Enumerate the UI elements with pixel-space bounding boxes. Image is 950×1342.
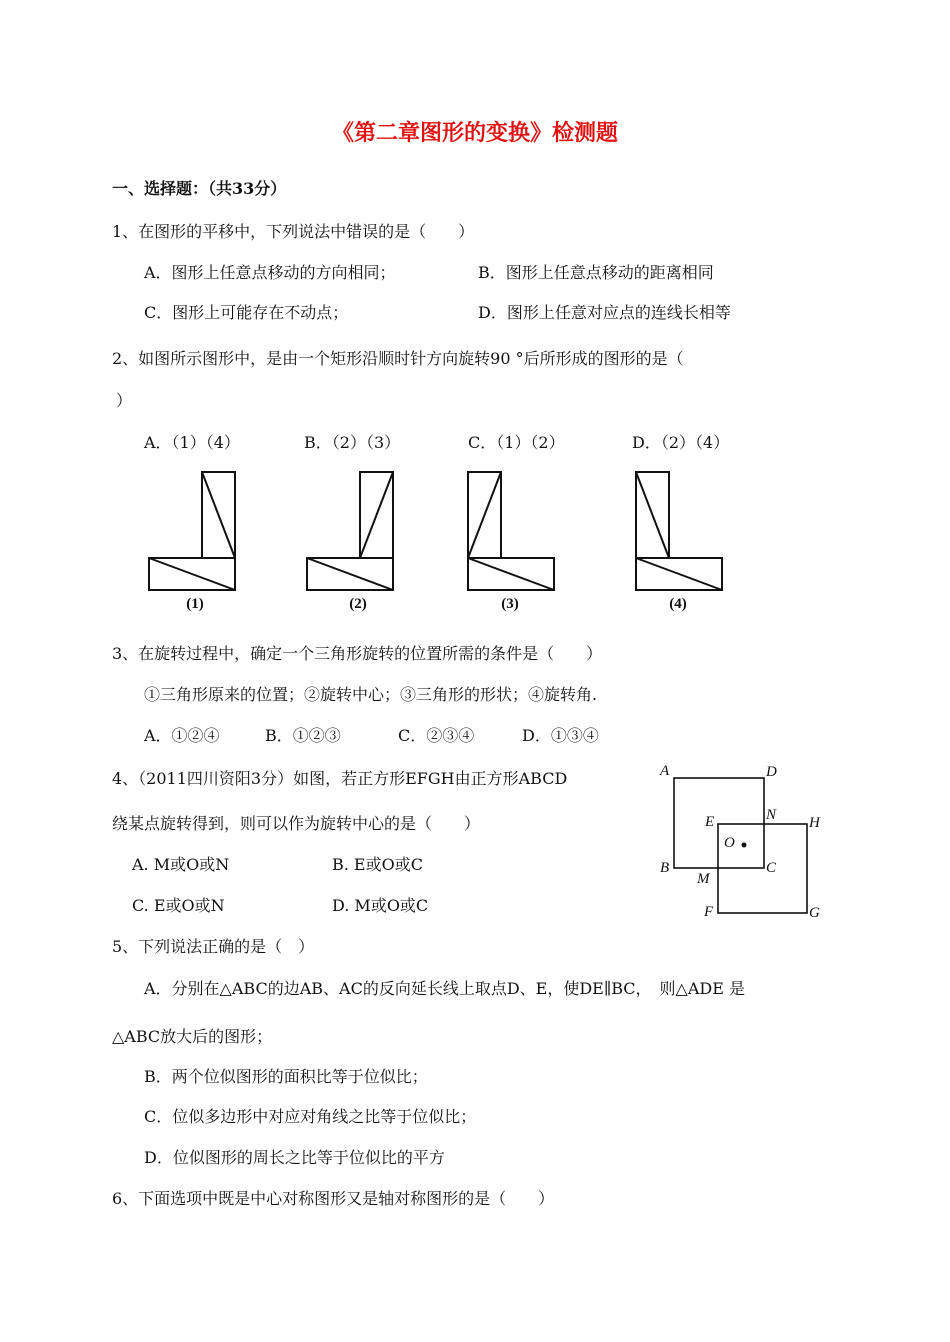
center-point-o xyxy=(742,843,747,848)
q3-stem: 3、在旋转过程中，确定一个三角形旋转的位置所需的条件是（ ） xyxy=(112,644,603,663)
q2-caption-1: (1) xyxy=(186,596,204,612)
q2-figure-1 xyxy=(145,468,240,594)
q4-label-b: B xyxy=(660,860,670,876)
q4-option-b: B. E或O或C xyxy=(332,855,423,874)
q4-label-f: F xyxy=(704,904,714,920)
q2-caption-3: (3) xyxy=(501,596,519,612)
q2-option-c: C．（1）（2） xyxy=(468,433,565,452)
q2-figure-3 xyxy=(464,468,559,594)
q3-option-c: C．②③④ xyxy=(398,726,475,745)
q4-label-n: N xyxy=(766,807,777,823)
q5-option-c: C．位似多边形中对应对角线之比等于位似比； xyxy=(144,1107,477,1126)
q2-stem-end: ） xyxy=(116,391,133,410)
q1-option-d: D．图形上任意对应点的连线长相等 xyxy=(478,303,731,322)
q5-option-a-line1: A．分别在△ABC的边AB、AC的反向延长线上取点D、E，使DE∥BC， 则△ADE 是 xyxy=(144,979,745,998)
page-title: 《第二章图形的变换》检测题 xyxy=(331,120,618,146)
q3-option-a: A．①②④ xyxy=(144,726,220,745)
q2-option-a: A．（1）（4） xyxy=(144,433,240,452)
q5-option-a-line2: △ABC放大后的图形； xyxy=(112,1027,273,1046)
q2-figure-2 xyxy=(303,468,398,594)
q4-label-d: D xyxy=(766,764,777,780)
q4-label-m: M xyxy=(697,871,710,887)
q3-conditions: ①三角形原来的位置；②旋转中心；③三角形的形状；④旋转角. xyxy=(144,685,598,704)
square-abcd xyxy=(674,778,764,868)
q5-option-b: B．两个位似图形的面积比等于位似比； xyxy=(144,1067,428,1086)
q1-option-c: C．图形上可能存在不动点； xyxy=(144,303,349,322)
q4-label-c: C xyxy=(766,860,777,876)
q2-option-b: B．（2）（3） xyxy=(304,433,401,452)
q5-stem: 5、下列说法正确的是（ ） xyxy=(112,937,315,956)
q2-caption-4: (4) xyxy=(669,596,687,612)
q4-option-a: A. M或O或N xyxy=(132,855,230,874)
q1-option-a: A．图形上任意点移动的方向相同； xyxy=(144,263,396,282)
q2-option-d: D．（2）（4） xyxy=(632,433,730,452)
q4-stem-line1: 4、（2011四川资阳3分）如图，若正方形EFGH由正方形ABCD xyxy=(112,769,568,788)
q4-stem-line2: 绕某点旋转得到，则可以作为旋转中心的是（ ） xyxy=(112,814,481,833)
q2-stem: 2、如图所示图形中，是由一个矩形沿顺时针方向旋转90 °后所形成的图形的是（ xyxy=(112,349,684,368)
q3-option-d: D．①③④ xyxy=(522,726,599,745)
q1-stem: 1、在图形的平移中，下列说法中错误的是（ ） xyxy=(112,222,475,241)
section-heading: 一、选择题：（共33分） xyxy=(112,179,287,198)
q2-figure-4 xyxy=(632,468,727,594)
q4-label-e: E xyxy=(705,814,715,830)
q1-option-b: B．图形上任意点移动的距离相同 xyxy=(478,263,714,282)
q4-label-a: A xyxy=(660,763,670,779)
q3-option-b: B．①②③ xyxy=(265,726,341,745)
q4-squares-figure xyxy=(672,775,812,920)
q4-label-h: H xyxy=(809,815,820,831)
q4-label-g: G xyxy=(809,905,820,921)
q4-option-c: C. E或O或N xyxy=(132,896,225,915)
q2-caption-2: (2) xyxy=(349,596,367,612)
q6-stem: 6、下面选项中既是中心对称图形又是轴对称图形的是（ ） xyxy=(112,1189,555,1208)
q5-option-d: D．位似图形的周长之比等于位似比的平方 xyxy=(144,1148,445,1167)
q4-label-o: O xyxy=(724,835,735,851)
q4-option-d: D. M或O或C xyxy=(332,896,429,915)
